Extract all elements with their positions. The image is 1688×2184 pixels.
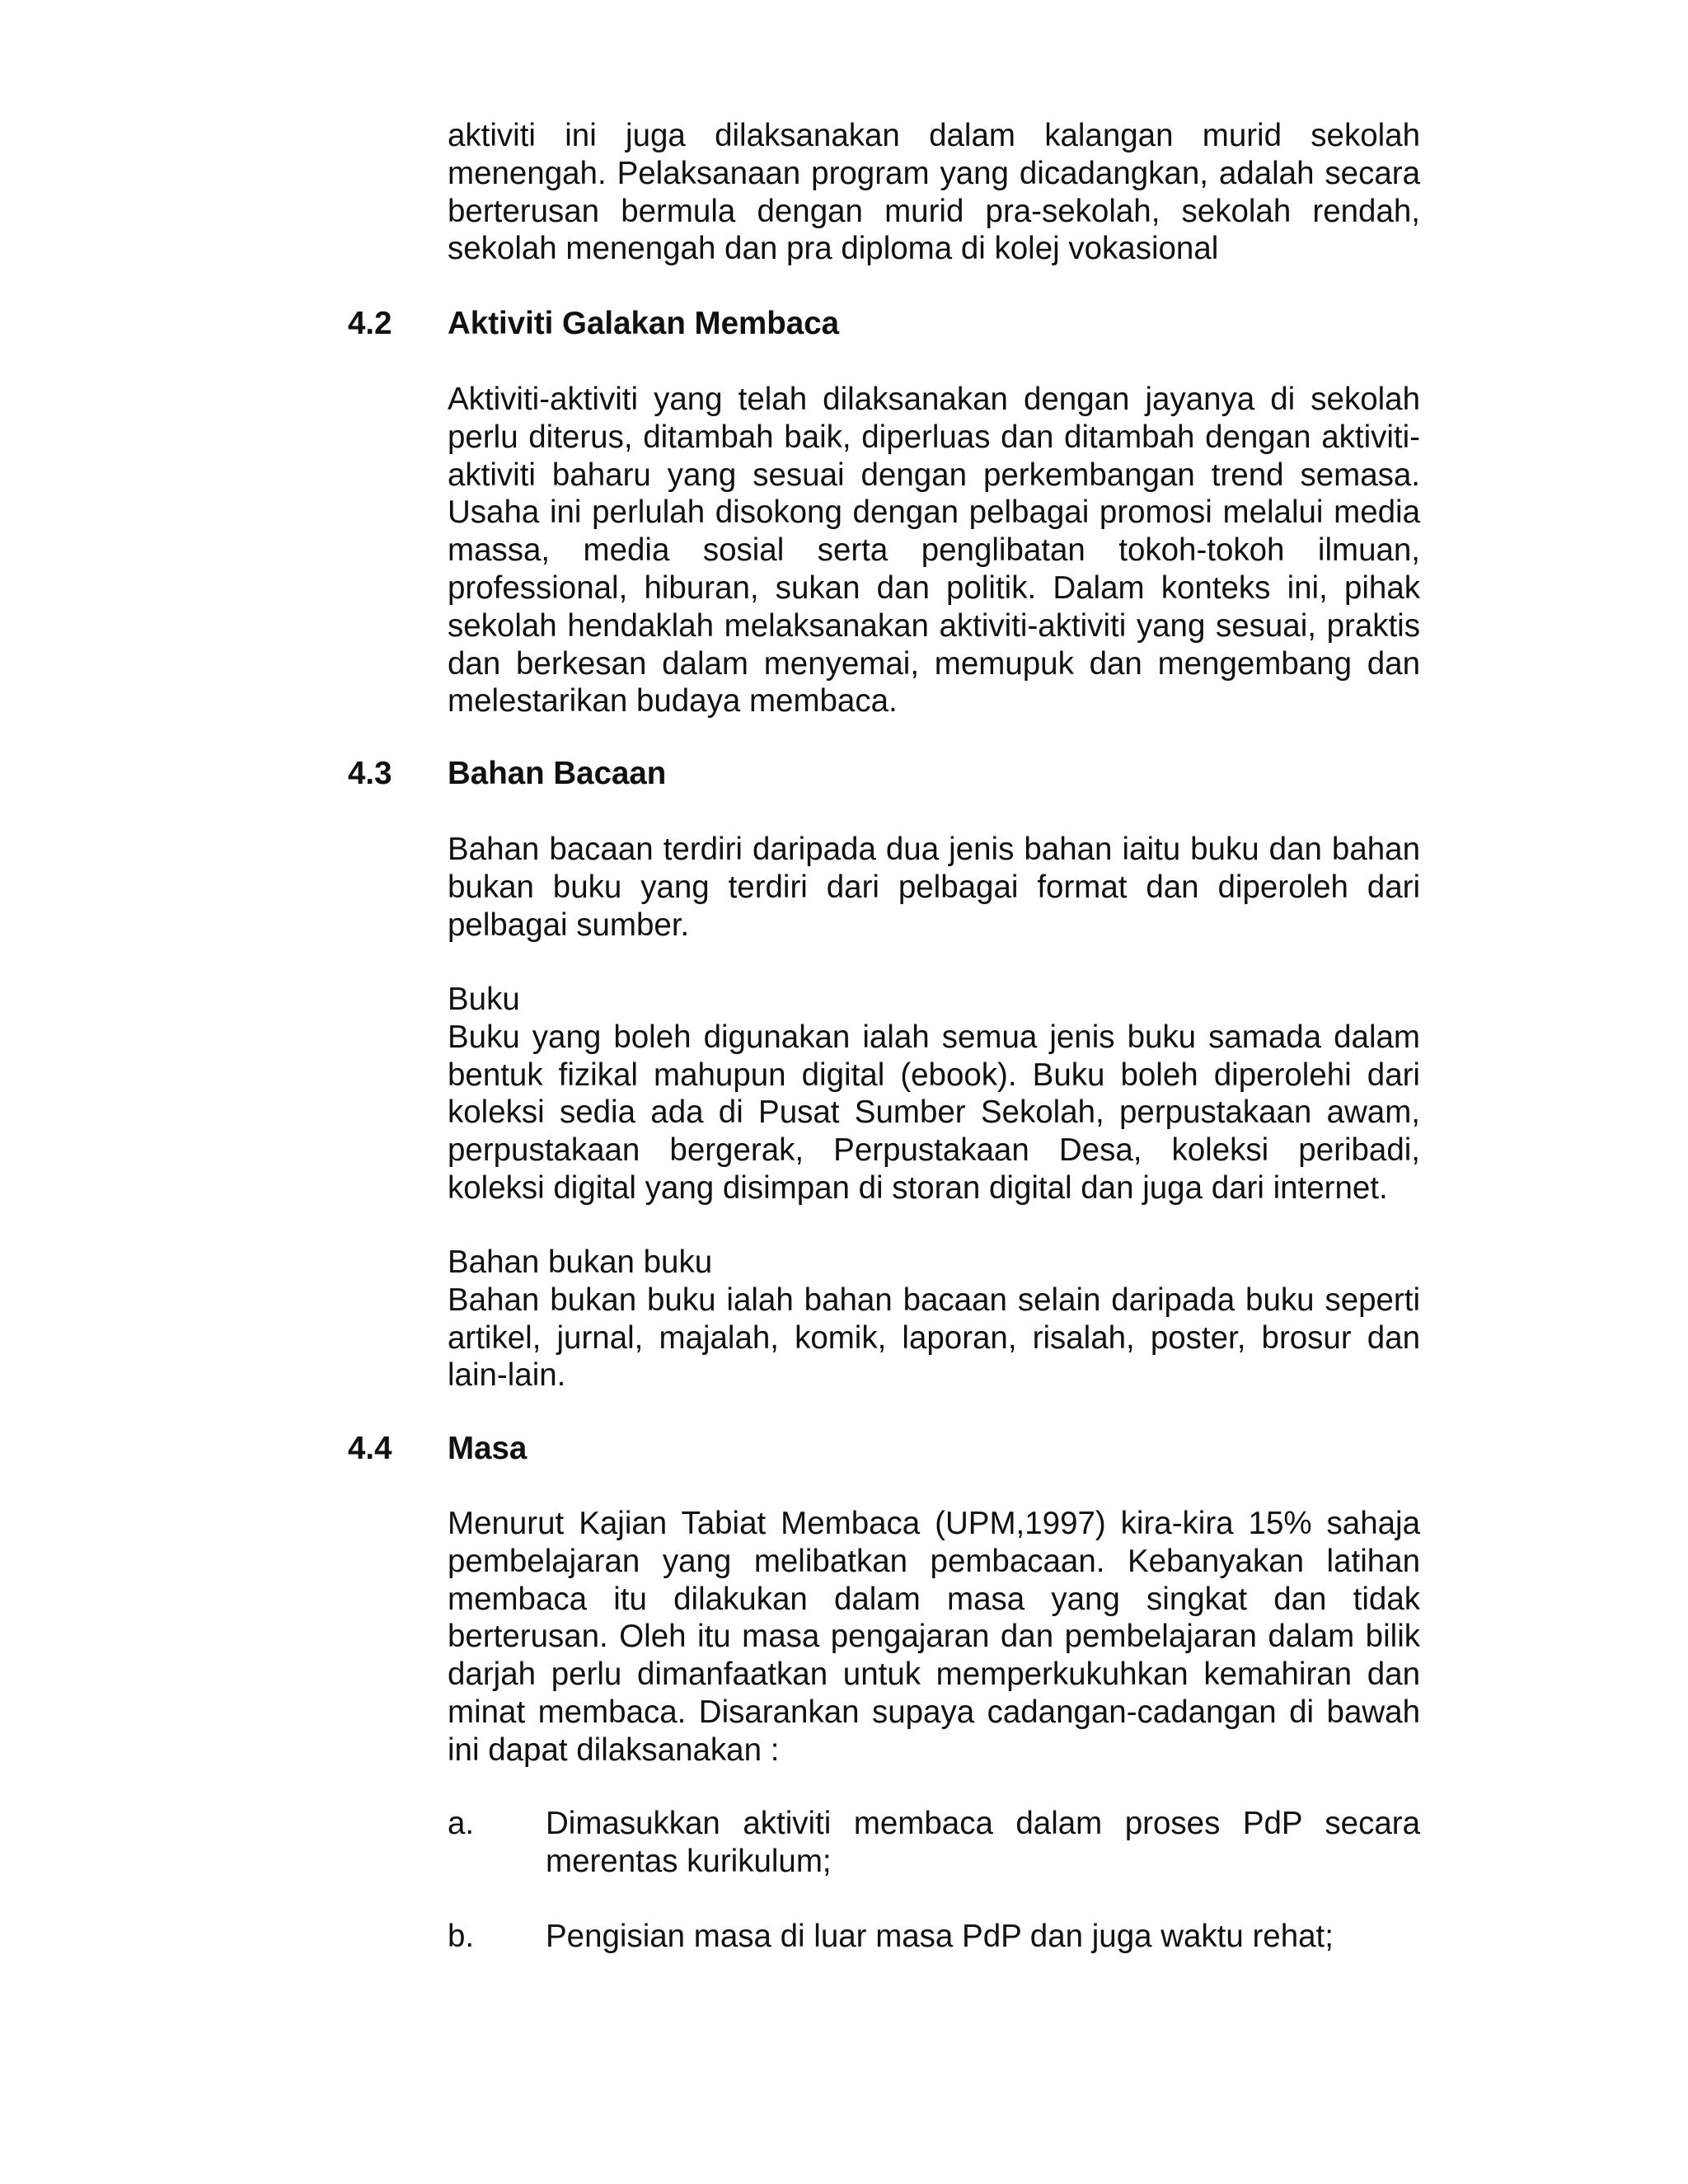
section-4-2-body (448, 381, 1420, 720)
section-title: Masa (448, 1431, 528, 1466)
subsection-paragraph: Buku yang boleh digunakan ialah semua jenis buku samada dalam bentuk fizikal mahupun digital (ebook). Buku boleh diperolehi dari koleksi sedia ada di Pusat Sumber Sekolah, perpustakaan awam, perpustakaan bergerak, Perpustakaan Desa, koleksi peribadi, koleksi digital yang disimpan di storan digital dan juga dari internet. (448, 1019, 1420, 1206)
list-item-text: Pengisian masa di luar masa PdP dan juga waktu rehat; (546, 1919, 1334, 1954)
subsection-title: Bahan bukan buku (448, 1244, 713, 1280)
section-4-4-body (448, 1505, 1420, 1769)
section-paragraph: Aktiviti-aktiviti yang telah dilaksanakan dengan jayanya di sekolah perlu diterus, ditambah baik, diperluas dan ditambah dengan aktiviti-aktiviti baharu yang sesuai dengan perkembangan trend semasa. Usaha ini perlulah disokong dengan pelbagai promosi melalui media massa, media sosial serta penglibatan tokoh-tokoh ilmuan, professional, hiburan, sukan dan politik. Dalam konteks ini, pihak sekolah hendaklah melaksanakan aktiviti-aktiviti yang sesuai, praktis dan berkesan dalam menyemai, memupuk dan mengembang dan melestarikan budaya membaca. (448, 382, 1420, 719)
subsection-buku (448, 981, 1420, 1207)
section-number: 4.2 (348, 306, 392, 341)
section-number: 4.4 (348, 1431, 392, 1466)
list-item-text: Dimasukkan aktiviti membaca dalam proses PdP secara merentas kurikulum; (546, 1806, 1420, 1879)
list-marker: a. (448, 1806, 475, 1841)
subsection-title: Buku (448, 982, 520, 1017)
section-number: 4.3 (348, 756, 392, 791)
section-title: Bahan Bacaan (448, 756, 667, 791)
list-marker: b. (448, 1919, 475, 1954)
section-paragraph: Menurut Kajian Tabiat Membaca (UPM,1997) kira-kira 15% sahaja pembelajaran yang melibatkan pembacaan. Kebanyakan latihan membaca itu dilakukan dalam masa yang singkat dan tidak berterusan. Oleh itu masa pengajaran dan pembelajaran dalam bilik darjah perlu dimanfaatkan untuk memperkukuhkan kemahiran dan minat membaca. Disarankan supaya cadangan-cadangan di bawah ini dapat dilaksanakan : (448, 1506, 1420, 1768)
section-paragraph: Bahan bacaan terdiri daripada dua jenis bahan iaitu buku dan bahan bukan buku yang terdiri dari pelbagai format dan diperoleh dari pelbagai sumber. (448, 832, 1420, 943)
intro-paragraph-block (448, 117, 1420, 268)
subsection-paragraph: Bahan bukan buku ialah bahan bacaan selain daripada buku seperti artikel, jurnal, majalah, komik, laporan, risalah, poster, brosur dan lain-lain. (448, 1282, 1420, 1394)
subsection-bahan-bukan-buku (448, 1244, 1420, 1394)
intro-paragraph: aktiviti ini juga dilaksanakan dalam kalangan murid sekolah menengah. Pelaksanaan program yang dicadangkan, adalah secara berterusan bermula dengan murid pra-sekolah, sekolah rendah, sekolah menengah dan pra diploma di kolej vokasional (448, 118, 1420, 267)
section-4-3-body (448, 831, 1420, 944)
section-title: Aktiviti Galakan Membaca (448, 306, 840, 341)
